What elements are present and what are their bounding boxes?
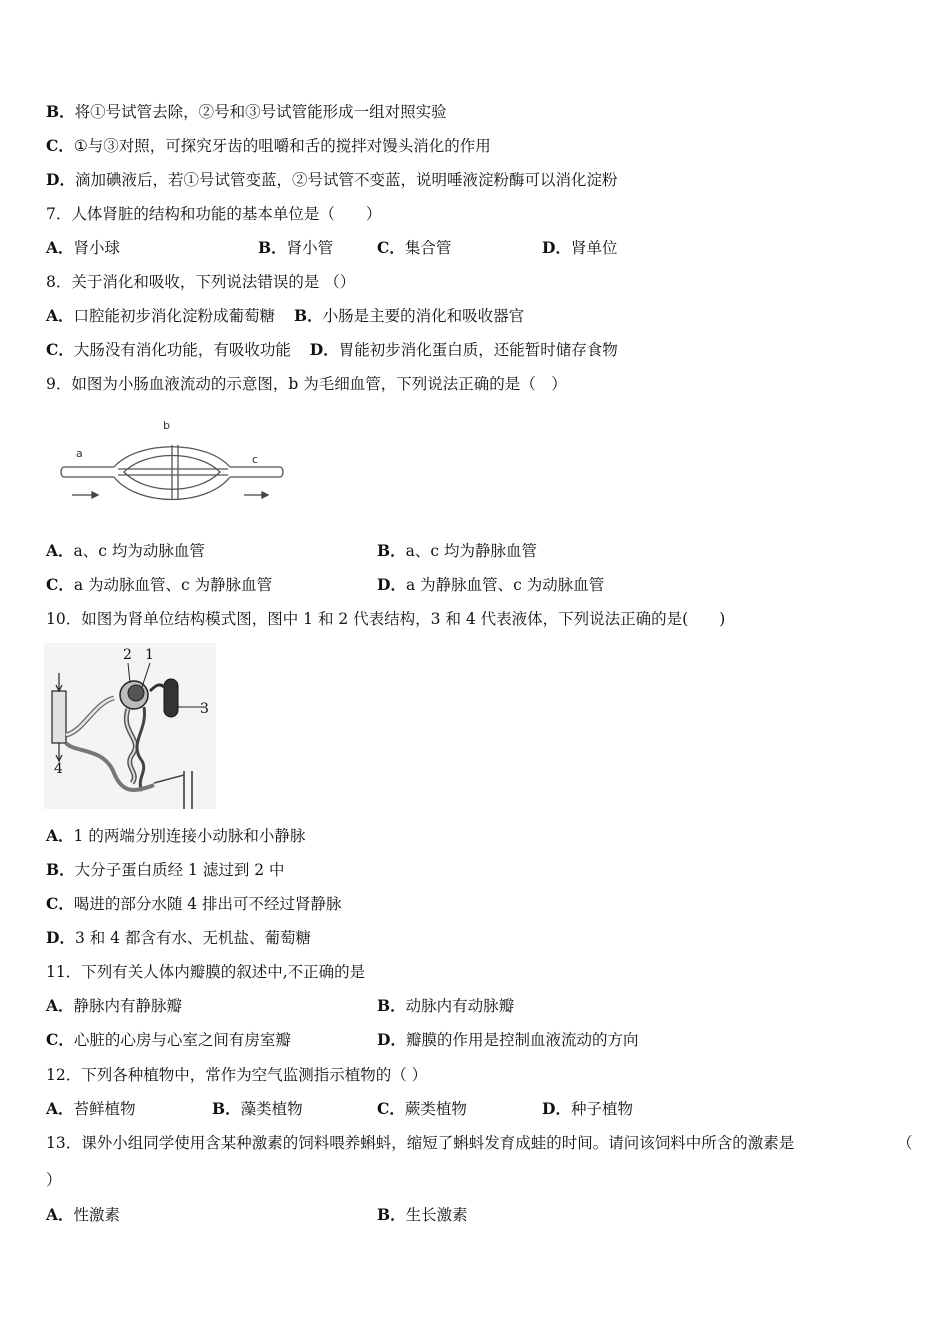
q11-option-d: D．瓣膜的作用是控制血液流动的方向 bbox=[377, 1030, 639, 1049]
q8-option-a: A．口腔能初步消化淀粉成葡萄糖 bbox=[46, 306, 276, 325]
label-3: 3 bbox=[200, 701, 209, 717]
option-label: B． bbox=[46, 102, 75, 121]
q11-option-a: A．静脉内有静脉瓣 bbox=[46, 996, 183, 1015]
q7-stem: 7．人体肾脏的结构和功能的基本单位是（ ） bbox=[46, 205, 382, 223]
q10-option-b: B．大分子蛋白质经 1 滤过到 2 中 bbox=[46, 860, 285, 879]
q10-option-d: D．3 和 4 都含有水、无机盐、葡萄糖 bbox=[46, 928, 311, 947]
q13-paren-open: （ bbox=[897, 1134, 913, 1152]
q13-stem: 13．课外小组同学使用含某种激素的饲料喂养蝌蚪，缩短了蝌蚪发育成蛙的时间。请问该饲料中所含的激素是 bbox=[46, 1134, 795, 1152]
q12-options bbox=[46, 1099, 633, 1119]
option-text: 滴加碘液后，若①号试管变蓝，②号试管不变蓝，说明唾液淀粉酶可以消化淀粉 bbox=[74, 171, 618, 189]
q11-stem: 11．下列有关人体内瓣膜的叙述中,不正确的是 bbox=[46, 963, 366, 981]
q9-stem: 9．如图为小肠血液流动的示意图，b 为毛细血管，下列说法正确的是（ ） bbox=[46, 375, 567, 393]
q13-option-b: B．生长激素 bbox=[377, 1205, 468, 1224]
q7-option-d: D．肾单位 bbox=[542, 238, 618, 257]
q11-option-b: B．动脉内有动脉瓣 bbox=[377, 996, 515, 1015]
q9-options-row2 bbox=[46, 575, 605, 595]
q13-paren-close: ） bbox=[46, 1171, 62, 1189]
q12-stem: 12．下列各种植物中，常作为空气监测指示植物的（ ） bbox=[46, 1066, 428, 1084]
label-c: c bbox=[252, 453, 259, 466]
q7-option-b: B．肾小管 bbox=[258, 238, 334, 257]
q11-option-c: C．心脏的心房与心室之间有房室瓣 bbox=[46, 1030, 291, 1049]
label-4: 4 bbox=[54, 761, 63, 777]
label-1: 1 bbox=[145, 647, 154, 663]
q12-option-a: A．苔鲜植物 bbox=[46, 1099, 136, 1118]
q8-options-row2 bbox=[46, 340, 618, 360]
q8-stem: 8．关于消化和吸收，下列说法错误的是 （） bbox=[46, 273, 356, 291]
q12-option-d: D．种子植物 bbox=[542, 1099, 633, 1118]
q9-options-row1 bbox=[46, 541, 537, 561]
nephron-structure-diagram bbox=[44, 643, 216, 809]
q10-option-c: C．喝进的部分水随 4 排出可不经过肾静脉 bbox=[46, 894, 342, 913]
q8-option-b: B．小肠是主要的消化和吸收器官 bbox=[293, 306, 525, 325]
q12-option-c: C．蕨类植物 bbox=[377, 1099, 467, 1118]
q6-option-c bbox=[46, 136, 491, 156]
q9-option-a: A．a、c 均为动脉血管 bbox=[46, 541, 205, 560]
q8-option-c: C．大肠没有消化功能，有吸收功能 bbox=[46, 340, 291, 359]
option-text: ①与③对照，可探究牙齿的咀嚼和舌的搅拌对馒头消化的作用 bbox=[73, 137, 491, 155]
q10-stem: 10．如图为肾单位结构模式图，图中 1 和 2 代表结构，3 和 4 代表液体，下列说法正确的是( ) bbox=[46, 610, 726, 628]
q13-option-a: A．性激素 bbox=[46, 1205, 121, 1224]
q7-options bbox=[46, 238, 618, 258]
option-label: C． bbox=[46, 136, 74, 155]
q7-option-a: A．肾小球 bbox=[46, 238, 121, 257]
option-text: 将①号试管去除，②号和③号试管能形成一组对照实验 bbox=[74, 103, 447, 121]
q10-option-a: A．1 的两端分别连接小动脉和小静脉 bbox=[46, 826, 306, 845]
q11-options-row1 bbox=[46, 996, 515, 1016]
label-a: a bbox=[76, 447, 83, 460]
q7-option-c: C．集合管 bbox=[377, 238, 452, 257]
option-label: D． bbox=[46, 170, 75, 189]
small-intestine-blood-flow-diagram bbox=[58, 415, 288, 515]
q9-option-c: C．a 为动脉血管、c 为静脉血管 bbox=[46, 575, 273, 594]
label-b: b bbox=[163, 419, 170, 432]
q13-options bbox=[46, 1205, 468, 1225]
q6-option-b bbox=[46, 102, 447, 122]
q12-option-b: B．藻类植物 bbox=[212, 1099, 303, 1118]
q9-option-d: D．a 为静脉血管、c 为动脉血管 bbox=[377, 575, 605, 594]
q11-options-row2 bbox=[46, 1030, 639, 1050]
label-2: 2 bbox=[123, 647, 132, 663]
q6-option-d bbox=[46, 170, 617, 190]
q9-option-b: B．a、c 均为静脉血管 bbox=[377, 541, 537, 560]
q8-option-d: D．胃能初步消化蛋白质，还能暂时储存食物 bbox=[309, 340, 618, 359]
q8-options-row1 bbox=[46, 306, 524, 326]
